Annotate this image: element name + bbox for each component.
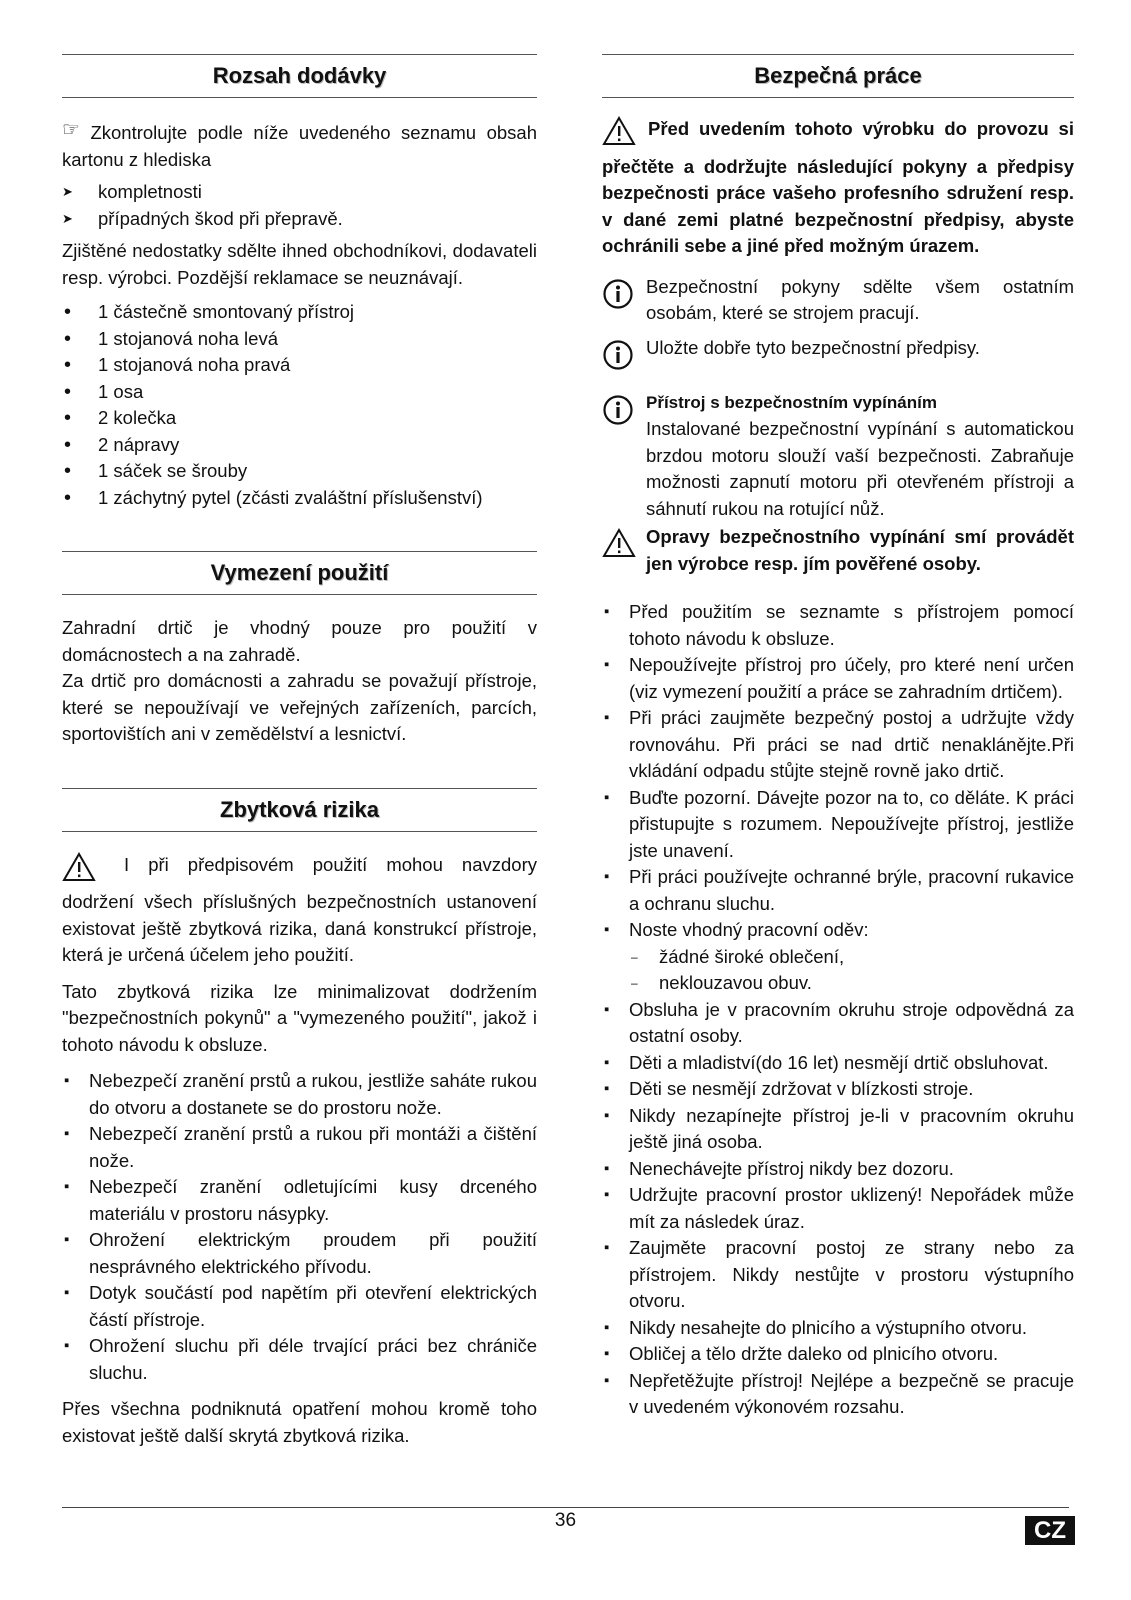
list-item: ▪ Obličej a tělo držte daleko od plnicího otvoru. <box>602 1341 1074 1368</box>
info-note-2-text: Uložte dobře tyto bezpečnostní předpisy. <box>646 336 980 358</box>
list-item: ▪ Nebezpečí zranění prstů a rukou, jestliže saháte rukou do otvoru a dostanete se do prostoru nože. <box>62 1068 537 1121</box>
info-icon <box>602 278 636 315</box>
list-item: ▪ Při práci používejte ochranné brýle, pracovní rukavice a ochranu sluchu. <box>602 864 1074 917</box>
list-item: ▪ Nenechávejte přístroj nikdy bez dozoru. <box>602 1156 1074 1183</box>
list-item: ▪ Nikdy nezapínejte přístroj je-li v pracovním okruhu ještě jiná osoba. <box>602 1103 1074 1156</box>
list-item: – neklouzavou obuv. <box>602 970 1074 997</box>
list-item: • 1 sáček se šrouby <box>62 458 537 485</box>
info-note-1-text: Bezpečnostní pokyny sdělte všem ostatním osobám, které se strojem pracují. <box>646 275 1074 323</box>
safety-switch-title: Přístroj s bezpečnostním vypínáním <box>646 392 937 412</box>
list-item: ▪ Ohrožení sluchu při déle trvající práci bez chrániče sluchu. <box>62 1333 537 1386</box>
pointing-hand-icon: ☞ <box>62 119 80 141</box>
language-badge: CZ <box>1025 1516 1075 1545</box>
clothing-list <box>602 944 1074 997</box>
section-heading-safety: Bezpečná práce <box>602 54 1074 98</box>
list-item: ▪ Před použitím se seznamte s přístrojem pomocí tohoto návodu k obsluze. <box>602 599 1074 652</box>
list-item: ▪ Ohrožení elektrickým proudem při použití nesprávného elektrického přívodu. <box>62 1227 537 1280</box>
page-number: 36 <box>554 1510 577 1531</box>
list-item: ▪ Děti a mladiství(do 16 let) nesmějí drtič obsluhovat. <box>602 1050 1074 1077</box>
check-list <box>62 179 537 232</box>
section-heading-risks: Zbytková rizika <box>62 788 537 832</box>
info-note-1 <box>602 274 1074 327</box>
left-column <box>62 54 537 1449</box>
list-item: ▪ Nepoužívejte přístroj pro účely, pro které není určen (viz vymezení použití a práce se zahradním drtičem). <box>602 652 1074 705</box>
risks-paragraph-2: Tato zbytková rizika lze minimalizovat dodržením "bezpečnostních pokynů" a "vymezeného použití", jakož i tohoto návodu k obsluze. <box>62 980 537 1055</box>
list-item: • 1 záchytný pytel (zčásti zvaláštní příslušenství) <box>62 485 537 512</box>
section-heading-use: Vymezení použití <box>62 551 537 595</box>
list-item: ▪ Obsluha je v pracovním okruhu stroje odpovědná za ostatní osoby. <box>602 997 1074 1050</box>
list-item: ▪ Zaujměte pracovní postoj ze strany nebo za přístrojem. Nikdy nestůjte v prostoru výstupního otvoru. <box>602 1235 1074 1315</box>
list-item: ▪ Nikdy nesahejte do plnicího a výstupního otvoru. <box>602 1315 1074 1342</box>
list-item: • 1 stojanová noha pravá <box>62 352 537 379</box>
warning-icon <box>62 852 96 890</box>
risks-list <box>62 1068 537 1386</box>
list-item: ▪ Při práci zaujměte bezpečný postoj a udržujte vždy rovnováhu. Při práci se nad drtič nenaklánějte.Při vkládání odpadu stůjte stejně rovně jako drtič. <box>602 705 1074 785</box>
safety-list-continued <box>602 997 1074 1421</box>
list-item: • 1 osa <box>62 379 537 406</box>
list-item: ➤ kompletnosti <box>62 179 537 206</box>
list-item: • 2 nápravy <box>62 432 537 459</box>
list-item: ▪ Děti se nesmějí zdržovat v blízkosti stroje. <box>602 1076 1074 1103</box>
risks-warning-text: I při předpisovém použití mohou navzdory dodržení všech příslušných bezpečnostních ustanovení existovat ještě zbytková rizika, daná konstrukcí přístroje, která je určená účelem jeho použití. <box>62 853 537 965</box>
safety-switch-note <box>602 390 1074 523</box>
use-paragraph-1: Zahradní drtič je vhodný pouze pro použití v domácnostech a na zahradě. <box>62 617 537 665</box>
warning-icon <box>602 116 636 154</box>
use-paragraph-2: Za drtič pro domácnosti a zahradu se považují přístroje, které se nepoužívají ve veřejných zařízeních, parcích, sportovištích ani v zemědělství a lesnictví. <box>62 670 537 744</box>
list-item: ▪ Dotyk součástí pod napětím při otevření elektrických částí přístroje. <box>62 1280 537 1333</box>
list-item: • 2 kolečka <box>62 405 537 432</box>
section-heading-scope: Rozsah dodávky <box>62 54 537 98</box>
safety-warning <box>602 116 1074 260</box>
repair-warning-text: Opravy bezpečnostního vypínání smí provádět jen výrobce resp. jím pověřené osoby. <box>646 526 1074 574</box>
footer-divider <box>62 1507 1069 1508</box>
safety-switch-text: Instalované bezpečnostní vypínání s automatickou brzdou motoru slouží vaší bezpečnosti. Zabraňuje možnosti zapnutí motoru při otevřeném přístroji a sáhnutí rukou na rotující nůž. <box>646 418 1074 519</box>
risks-closing: Přes všechna podniknutá opatření mohou kromě toho existovat ještě další skrytá zbytková rizika. <box>62 1398 537 1446</box>
safety-warning-text: Před uvedením tohoto výrobku do provozu si přečtěte a dodržujte následující pokyny a předpisy bezpečnosti práce vašeho profesního sdružení resp. v dané zemi platné bezpečnostní předpisy, abyste ochránili sebe a jiné před možným úrazem. <box>602 118 1074 256</box>
list-item: • 1 stojanová noha levá <box>62 326 537 353</box>
info-icon <box>602 394 636 431</box>
scope-intro-text: Zkontrolujte podle níže uvedeného seznamu obsah kartonu z hlediska <box>62 122 538 170</box>
right-column <box>602 54 1074 1421</box>
list-item: ➤ případných škod při přepravě. <box>62 206 537 233</box>
risks-warning <box>62 852 537 969</box>
list-item: ▪ Nebezpečí zranění odletujícími kusy drceného materiálu v prostoru násypky. <box>62 1174 537 1227</box>
warning-icon <box>602 528 636 563</box>
list-item: ▪ Noste vhodný pracovní oděv: <box>602 917 1074 944</box>
list-item: ▪ Nebezpečí zranění prstů a rukou při montáži a čištění nože. <box>62 1121 537 1174</box>
repair-warning <box>602 524 1074 577</box>
list-item: ▪ Nepřetěžujte přístroj! Nejlépe a bezpečně se pracuje v uvedeném výkonovém rozsahu. <box>602 1368 1074 1421</box>
safety-list <box>602 599 1074 944</box>
list-item: ▪ Buďte pozorní. Dávejte pozor na to, co děláte. K práci přistupujte s rozumem. Nepoužívejte přístroj, jestliže jste unavení. <box>602 785 1074 865</box>
list-item: – žádné široké oblečení, <box>602 944 1074 971</box>
info-icon <box>602 339 636 376</box>
list-item: ▪ Udržujte pracovní prostor uklizený! Nepořádek může mít za následek úraz. <box>602 1182 1074 1235</box>
list-item: • 1 částečně smontovaný přístroj <box>62 299 537 326</box>
contents-list <box>62 299 537 511</box>
scope-notice: Zjištěné nedostatky sdělte ihned obchodníkovi, dodavateli resp. výrobci. Pozdější reklamace se neuznávají. <box>62 240 537 288</box>
scope-intro <box>62 120 537 173</box>
info-note-2 <box>602 335 1074 376</box>
